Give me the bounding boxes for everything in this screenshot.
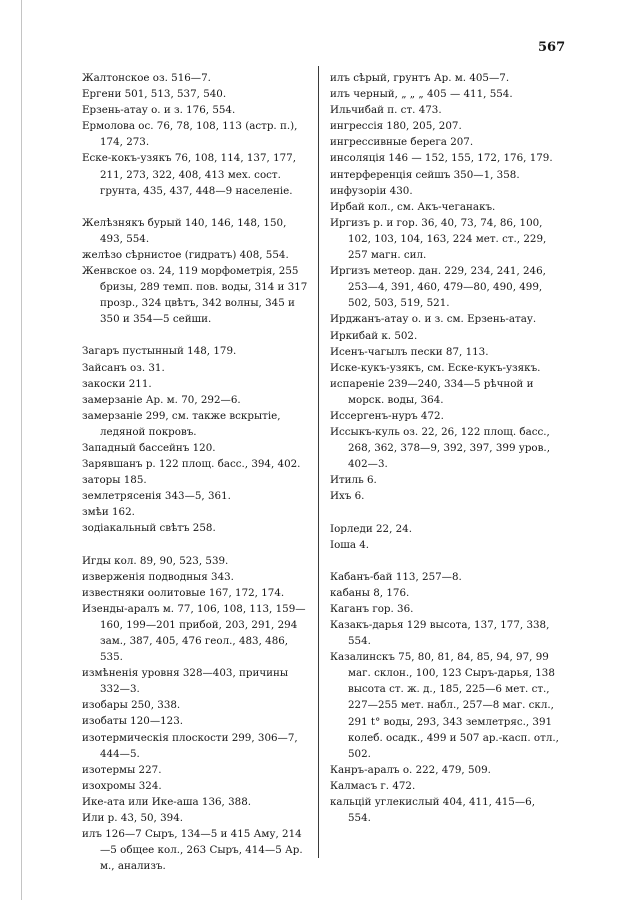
index-entry: испареніе 239—240, 334—5 рѣчной и морск. воды, 364. [330,377,534,406]
index-entry: Зайсанъ оз. 31. [82,361,165,374]
index-entry: изохромы 324. [82,779,162,792]
index-entry: Казалинскъ 75, 80, 81, 84, 85, 94, 97, 99 маг. склон., 100, 123 Сыръ-дарья, 138 высота ст. ж. д., 185, 225—6 мет. ст., 227—255 мет. набл., 257—8 маг. скл., 291 t° воды, 293, 343 землетряс., 391 колеб. осадк., 499 и 507 ар.-касп. отл., 502. [330,651,559,760]
index-column-right [330,70,560,826]
index-entry: инсоляція 146 — 152, 155, 172, 176, 179. [330,152,553,165]
index-entry: Канръ-аралъ о. 222, 479, 509. [330,763,491,776]
index-entry: замерзаніе 299, см. также вскрытіе, ледяной покровъ. [82,409,281,438]
index-entry: Итиль 6. [330,474,377,487]
index-entry: инфузоріи 430. [330,184,413,197]
letter-section-gap [330,553,560,569]
index-entry: змѣи 162. [82,506,135,519]
index-entry: изобары 250, 338. [82,699,181,712]
index-entry: Жалтонское оз. 516—7. [82,72,211,84]
index-entry: ингрессія 180, 205, 207. [330,120,462,133]
index-entry: закоски 211. [82,377,152,390]
index-entry: Исенъ-чагылъ пески 87, 113. [330,345,489,358]
index-entry: Іорледи 22, 24. [330,522,412,535]
index-entry: изотермическія плоскости 299, 306—7, 444—5. [82,731,298,760]
index-entry: Западный бассейнъ 120. [82,441,216,454]
index-entry: Иркибай к. 502. [330,329,418,342]
index-entry: илъ черный, „ „ „ 405 — 411, 554. [330,88,513,101]
index-entry: Игды кол. 89, 90, 523, 539. [82,554,229,567]
index-entry: известняки оолитовые 167, 172, 174. [82,586,285,599]
index-entry: Ерзень-атау о. и з. 176, 554. [82,104,236,117]
index-entry: Ергени 501, 513, 537, 540. [82,88,227,101]
index-entry: илъ сѣрый, грунтъ Ар. м. 405—7. [330,72,510,84]
index-entry: Или р. 43, 50, 394. [82,812,184,825]
letter-section-gap [82,199,308,215]
column-divider [318,66,319,858]
index-entry: Иссыкъ-куль оз. 22, 26, 122 площ. басс., 268, 362, 378—9, 392, 397, 399 уров., 402—3. [330,426,550,471]
index-entry: Ильчибай п. ст. 473. [330,104,442,117]
index-entry: Ике-ата или Ике-аша 136, 388. [82,795,252,808]
index-entry: желѣзо сѣрнистое (гидратъ) 408, 554. [82,248,289,261]
index-entry: илъ 126—7 Сыръ, 134—5 и 415 Аму, 214—5 общее кол., 263 Сыръ, 414—5 Ар. м., анализъ. [82,828,303,873]
index-entry: Каганъ гор. 36. [330,602,414,615]
index-entry: изверженія подводныя 343. [82,570,234,583]
index-entry: Иске-кукъ-узякъ, см. Еске-кукъ-узякъ. [330,361,541,374]
index-entry: Иргизъ р. и гор. 36, 40, 73, 74, 86, 100, 102, 103, 104, 163, 224 мет. ст., 229, 257 магн. сил. [330,216,547,262]
index-entry: Калмасъ г. 472. [330,779,416,792]
index-entry: кабаны 8, 176. [330,586,410,599]
letter-section-gap [82,537,308,553]
letter-section-gap [82,327,308,343]
index-entry: замерзаніе Ар. м. 70, 292—6. [82,393,241,406]
index-entry: Ирджанъ-атау о. и з. см. Ерзень-атау. [330,313,537,326]
index-entry: Зарявшанъ р. 122 площ. басс., 394, 402. [82,458,301,471]
page-number: 567 [538,40,566,55]
index-entry: Ермолова ос. 76, 78, 108, 113 (астр. п.), 174, 273. [82,120,298,149]
page-binding-edge [21,0,22,900]
index-entry: Ихъ 6. [330,490,365,503]
index-entry: Иссергенъ-нуръ 472. [330,409,444,422]
index-entry: ингрессивные берега 207. [330,136,474,149]
index-entry: Казакъ-дарья 129 высота, 137, 177, 338, 554. [330,619,550,648]
index-entry: землетрясенія 343—5, 361. [82,490,231,503]
index-entry: Иргизъ метеор. дан. 229, 234, 241, 246, 253—4, 391, 460, 479—80, 490, 499, 502, 503, 519, 521. [330,265,546,310]
index-entry: кальцій углекислый 404, 411, 415—6, 554. [330,796,535,825]
index-entry: изотермы 227. [82,763,162,776]
index-entry: Загаръ пустынный 148, 179. [82,345,237,358]
index-entry: зодіакальный свѣтъ 258. [82,522,216,535]
index-entry: Изенды-аралъ м. 77, 106, 108, 113, 159—160, 199—201 прибой, 203, 291, 294 зам., 387, 405, 476 геол., 483, 486, 535. [82,602,306,664]
letter-section-gap [330,505,560,521]
index-entry: заторы 185. [82,474,147,487]
index-entry: Ирбай кол., см. Акъ-чеганакъ. [330,200,496,213]
index-entry: Кабанъ-бай 113, 257—8. [330,570,462,583]
index-entry: Іоша 4. [330,538,370,551]
index-entry: Желѣзнякъ бурый 140, 146, 148, 150, 493, 554. [82,216,287,245]
index-entry: Женвское оз. 24, 119 морфометрія, 255 бризы, 289 темп. пов. воды, 314 и 317 прозр., 324 цвѣтъ, 342 волны, 345 и 350 и 354—5 сейши. [82,265,308,326]
index-entry: измѣненія уровня 328—403, причины 332—3. [82,667,289,696]
index-entry: интерференція сейшъ 350—1, 358. [330,168,520,181]
index-entry: изобаты 120—123. [82,715,184,728]
index-column-left [82,70,308,874]
index-entry: Еске-кокъ-узякъ 76, 108, 114, 137, 177, 211, 273, 322, 408, 413 мех. сост. грунта, 435, 437, 448—9 населеніе. [82,152,296,197]
